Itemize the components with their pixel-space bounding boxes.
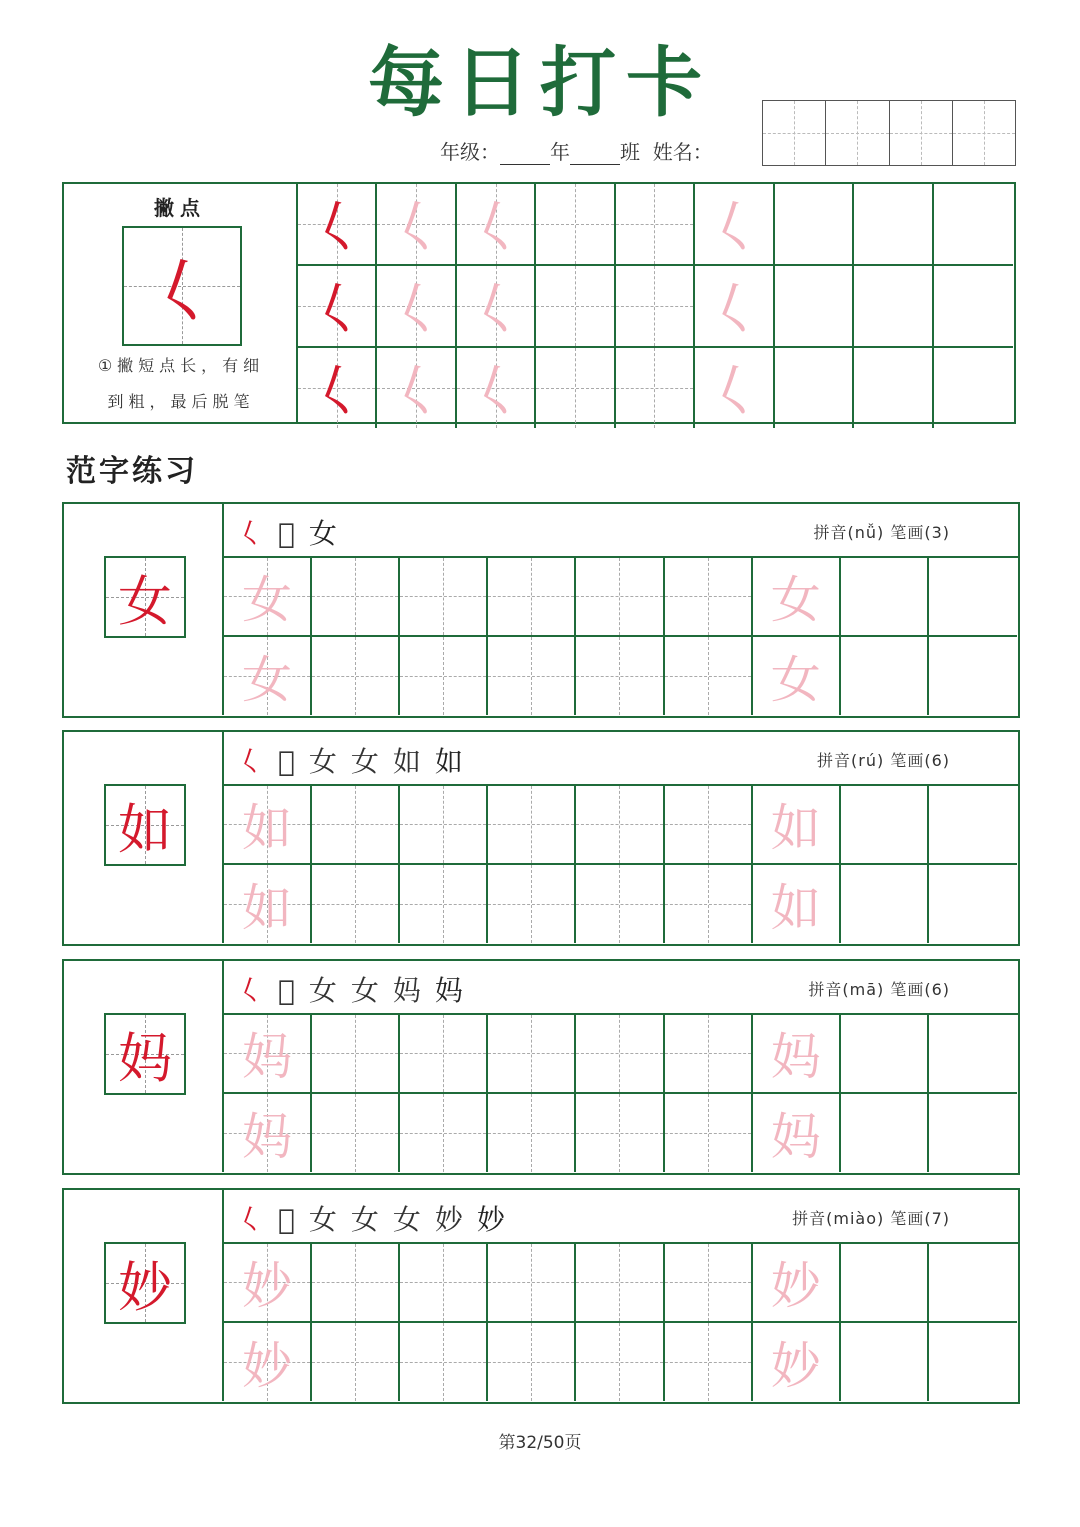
stroke-order-row xyxy=(222,504,1018,558)
practice-cell[interactable] xyxy=(224,637,312,716)
page-title: 每日打卡 xyxy=(368,38,712,127)
practice-cell[interactable] xyxy=(665,1323,753,1402)
character-model-box xyxy=(104,1013,186,1095)
stroke-order-row xyxy=(222,732,1018,786)
stroke-order-step: 女 xyxy=(350,974,379,1007)
practice-cell[interactable] xyxy=(929,637,1017,716)
practice-cell[interactable] xyxy=(854,266,933,348)
practice-cell[interactable] xyxy=(841,786,929,865)
practice-cell[interactable] xyxy=(457,348,536,428)
practice-cell[interactable] xyxy=(695,348,774,428)
practice-cell[interactable] xyxy=(929,1094,1017,1173)
trace-char: 妙 xyxy=(770,1257,821,1316)
stroke-order-sequence xyxy=(236,740,477,780)
stroke-order-step: 如 xyxy=(392,745,421,778)
practice-cell[interactable] xyxy=(488,1323,576,1402)
stroke-name: 撇点 xyxy=(154,196,206,220)
practice-cell[interactable] xyxy=(616,266,695,348)
trace-char: 妙 xyxy=(242,1336,293,1395)
stroke-order-step: 𡛊 xyxy=(278,1203,295,1236)
stroke-char: 𡿨 xyxy=(308,360,365,425)
stroke-desc-line2: 到粗，最后脱笔 xyxy=(107,392,255,411)
stroke-order-step: 女 xyxy=(350,745,379,778)
stroke-order-step: 女 xyxy=(392,1203,421,1236)
stroke-order-step: 𡿨 xyxy=(236,1203,265,1236)
name-boxes[interactable] xyxy=(762,100,1016,166)
stroke-char: 𡿨 xyxy=(308,196,365,261)
practice-cell[interactable] xyxy=(224,1015,312,1094)
practice-cell[interactable] xyxy=(665,1094,753,1173)
practice-cell[interactable] xyxy=(312,865,400,944)
stroke-char: 𡿨 xyxy=(705,278,762,343)
practice-cell[interactable] xyxy=(312,558,400,637)
trace-char: 妈 xyxy=(770,1028,821,1087)
practice-cell[interactable] xyxy=(753,1323,841,1402)
stroke-char: 𡿨 xyxy=(705,196,762,261)
character-model-box xyxy=(104,784,186,866)
trace-char: 如 xyxy=(770,878,821,937)
practice-cell[interactable] xyxy=(841,1244,929,1323)
stroke-order-step: 𡿨 xyxy=(236,974,265,1007)
practice-cell[interactable] xyxy=(312,1015,400,1094)
practice-cell[interactable] xyxy=(400,786,488,865)
character-block xyxy=(62,502,1020,718)
practice-cell[interactable] xyxy=(400,1094,488,1173)
character-model-box xyxy=(104,556,186,638)
character-model-panel xyxy=(64,504,224,716)
name-cell[interactable] xyxy=(826,101,889,165)
practice-cell[interactable] xyxy=(929,1015,1017,1094)
grade-blank[interactable] xyxy=(500,146,550,165)
practice-cell[interactable] xyxy=(312,1094,400,1173)
practice-cell[interactable] xyxy=(400,1323,488,1402)
stroke-order-step: 𡛊 xyxy=(278,517,295,550)
pinyin-strokes-label: 拼音(nǚ) 笔画(3) xyxy=(813,523,950,542)
class-unit: 班 xyxy=(620,140,640,164)
practice-cell[interactable] xyxy=(665,1244,753,1323)
practice-cell[interactable] xyxy=(841,865,929,944)
stroke-order-step: 女 xyxy=(308,745,337,778)
class-blank[interactable] xyxy=(570,146,620,165)
stroke-char: 𡿨 xyxy=(388,278,445,343)
stroke-char: 𡿨 xyxy=(308,278,365,343)
stroke-char: 𡿨 xyxy=(388,360,445,425)
practice-cell[interactable] xyxy=(312,786,400,865)
stroke-char: 𡿨 xyxy=(467,196,524,261)
practice-cell[interactable] xyxy=(753,865,841,944)
stroke-char: 𡿨 xyxy=(467,360,524,425)
character-block xyxy=(62,730,1020,946)
page-number: 第32/50页 xyxy=(498,1433,582,1453)
practice-cell[interactable] xyxy=(576,786,664,865)
practice-cell[interactable] xyxy=(576,558,664,637)
practice-cell[interactable] xyxy=(616,184,695,266)
stroke-char: 𡿨 xyxy=(388,196,445,261)
practice-cell[interactable] xyxy=(753,1094,841,1173)
stroke-order-sequence xyxy=(236,1198,519,1238)
stroke-order-step: 妙 xyxy=(476,1203,505,1236)
name-cell[interactable] xyxy=(890,101,953,165)
practice-cell[interactable] xyxy=(312,637,400,716)
practice-cell[interactable] xyxy=(854,348,933,428)
practice-cell[interactable] xyxy=(934,348,1013,428)
practice-cell[interactable] xyxy=(400,558,488,637)
practice-cell[interactable] xyxy=(775,266,854,348)
practice-cell[interactable] xyxy=(400,865,488,944)
character-model: 妈 xyxy=(118,1026,172,1090)
stroke-char: 𡿨 xyxy=(705,360,762,425)
practice-cell[interactable] xyxy=(536,348,615,428)
practice-cell[interactable] xyxy=(929,558,1017,637)
practice-cell[interactable] xyxy=(665,1015,753,1094)
character-practice-grid xyxy=(222,786,1017,943)
practice-cell[interactable] xyxy=(312,1323,400,1402)
practice-cell[interactable] xyxy=(934,184,1013,266)
character-block xyxy=(62,959,1020,1175)
pinyin-strokes-label: 拼音(rú) 笔画(6) xyxy=(817,751,950,770)
stroke-order-step: 妙 xyxy=(434,1203,463,1236)
practice-cell[interactable] xyxy=(377,348,456,428)
practice-cell[interactable] xyxy=(224,558,312,637)
practice-cell[interactable] xyxy=(488,1244,576,1323)
practice-cell[interactable] xyxy=(576,865,664,944)
practice-cell[interactable] xyxy=(929,865,1017,944)
practice-cell[interactable] xyxy=(841,1015,929,1094)
stroke-order-step: 女 xyxy=(350,1203,379,1236)
stroke-demo-box xyxy=(122,226,242,346)
trace-char: 女 xyxy=(770,571,821,630)
practice-cell[interactable] xyxy=(841,637,929,716)
stroke-order-step: 𡿨 xyxy=(236,517,265,550)
trace-char: 妈 xyxy=(770,1107,821,1166)
grade-label: 年级： xyxy=(440,140,500,164)
trace-char: 妙 xyxy=(242,1257,293,1316)
section-title: 范字练习 xyxy=(66,454,198,489)
practice-cell[interactable] xyxy=(753,1244,841,1323)
trace-char: 如 xyxy=(242,878,293,937)
practice-cell[interactable] xyxy=(400,1015,488,1094)
trace-char: 妈 xyxy=(242,1107,293,1166)
stroke-demo-char: 𡿨 xyxy=(147,250,217,333)
practice-cell[interactable] xyxy=(576,637,664,716)
name-label: 姓名： xyxy=(652,140,713,164)
practice-cell[interactable] xyxy=(312,1244,400,1323)
pinyin-strokes-label: 拼音(mā) 笔画(6) xyxy=(808,980,950,999)
practice-cell[interactable] xyxy=(298,348,377,428)
practice-cell[interactable] xyxy=(457,266,536,348)
stroke-order-row xyxy=(222,1190,1018,1244)
practice-cell[interactable] xyxy=(400,1244,488,1323)
stroke-order-step: 妈 xyxy=(392,974,421,1007)
practice-cell[interactable] xyxy=(298,266,377,348)
stroke-order-step: 妈 xyxy=(434,974,463,1007)
practice-cell[interactable] xyxy=(665,637,753,716)
practice-cell[interactable] xyxy=(576,1323,664,1402)
practice-cell[interactable] xyxy=(854,184,933,266)
practice-cell[interactable] xyxy=(536,266,615,348)
student-info xyxy=(440,136,713,165)
practice-cell[interactable] xyxy=(488,865,576,944)
stroke-order-step: 女 xyxy=(308,517,337,550)
practice-cell[interactable] xyxy=(488,786,576,865)
stroke-order-step: 𡛊 xyxy=(278,745,295,778)
practice-cell[interactable] xyxy=(488,1094,576,1173)
character-practice-grid xyxy=(222,558,1017,715)
practice-cell[interactable] xyxy=(775,348,854,428)
practice-cell[interactable] xyxy=(753,1015,841,1094)
practice-cell[interactable] xyxy=(695,184,774,266)
name-cell[interactable] xyxy=(763,101,826,165)
practice-cell[interactable] xyxy=(488,558,576,637)
practice-cell[interactable] xyxy=(753,558,841,637)
practice-cell[interactable] xyxy=(224,1244,312,1323)
character-practice-grid xyxy=(222,1244,1017,1401)
practice-cell[interactable] xyxy=(224,786,312,865)
practice-cell[interactable] xyxy=(576,1244,664,1323)
character-model-panel xyxy=(64,961,224,1173)
stroke-info-panel xyxy=(64,184,298,422)
trace-char: 如 xyxy=(242,799,293,858)
practice-cell[interactable] xyxy=(665,786,753,865)
trace-char: 如 xyxy=(770,799,821,858)
trace-char: 女 xyxy=(242,650,293,709)
practice-cell[interactable] xyxy=(929,1323,1017,1402)
stroke-order-step: 如 xyxy=(434,745,463,778)
trace-char: 女 xyxy=(242,571,293,630)
character-model: 妙 xyxy=(118,1255,172,1319)
pinyin-strokes-label: 拼音(miào) 笔画(7) xyxy=(792,1209,950,1228)
practice-cell[interactable] xyxy=(576,1094,664,1173)
stroke-practice-grid xyxy=(298,184,1013,425)
name-cell[interactable] xyxy=(953,101,1015,165)
character-model-panel xyxy=(64,1190,224,1402)
practice-cell[interactable] xyxy=(753,786,841,865)
practice-cell[interactable] xyxy=(488,1015,576,1094)
year-unit: 年 xyxy=(550,140,570,164)
practice-cell[interactable] xyxy=(224,1323,312,1402)
stroke-order-step: 𡿨 xyxy=(236,745,265,778)
practice-cell[interactable] xyxy=(377,184,456,266)
trace-char: 女 xyxy=(770,650,821,709)
character-block xyxy=(62,1188,1020,1404)
stroke-practice-block xyxy=(62,182,1016,424)
practice-cell[interactable] xyxy=(929,1244,1017,1323)
practice-cell[interactable] xyxy=(841,1094,929,1173)
stroke-order-sequence xyxy=(236,512,351,552)
practice-cell[interactable] xyxy=(457,184,536,266)
practice-cell[interactable] xyxy=(224,865,312,944)
practice-cell[interactable] xyxy=(576,1015,664,1094)
practice-cell[interactable] xyxy=(536,184,615,266)
practice-cell[interactable] xyxy=(488,637,576,716)
character-model: 如 xyxy=(118,797,172,861)
stroke-desc-line1: ①撇短点长，有细 xyxy=(97,356,265,375)
trace-char: 妈 xyxy=(242,1028,293,1087)
practice-cell[interactable] xyxy=(298,184,377,266)
stroke-order-step: 𡛊 xyxy=(278,974,295,1007)
character-model-panel xyxy=(64,732,224,944)
practice-cell[interactable] xyxy=(841,1323,929,1402)
character-practice-grid xyxy=(222,1015,1017,1172)
stroke-order-step: 女 xyxy=(308,974,337,1007)
practice-cell[interactable] xyxy=(377,266,456,348)
stroke-order-row xyxy=(222,961,1018,1015)
practice-cell[interactable] xyxy=(400,637,488,716)
character-model-box xyxy=(104,1242,186,1324)
practice-cell[interactable] xyxy=(775,184,854,266)
stroke-char: 𡿨 xyxy=(467,278,524,343)
practice-cell[interactable] xyxy=(616,348,695,428)
practice-cell[interactable] xyxy=(665,558,753,637)
stroke-order-sequence xyxy=(236,969,477,1009)
practice-cell[interactable] xyxy=(841,558,929,637)
practice-cell[interactable] xyxy=(224,1094,312,1173)
character-model: 女 xyxy=(118,569,172,633)
practice-cell[interactable] xyxy=(665,865,753,944)
practice-cell[interactable] xyxy=(753,637,841,716)
practice-cell[interactable] xyxy=(929,786,1017,865)
practice-cell[interactable] xyxy=(695,266,774,348)
stroke-order-step: 女 xyxy=(308,1203,337,1236)
trace-char: 妙 xyxy=(770,1336,821,1395)
practice-cell[interactable] xyxy=(934,266,1013,348)
